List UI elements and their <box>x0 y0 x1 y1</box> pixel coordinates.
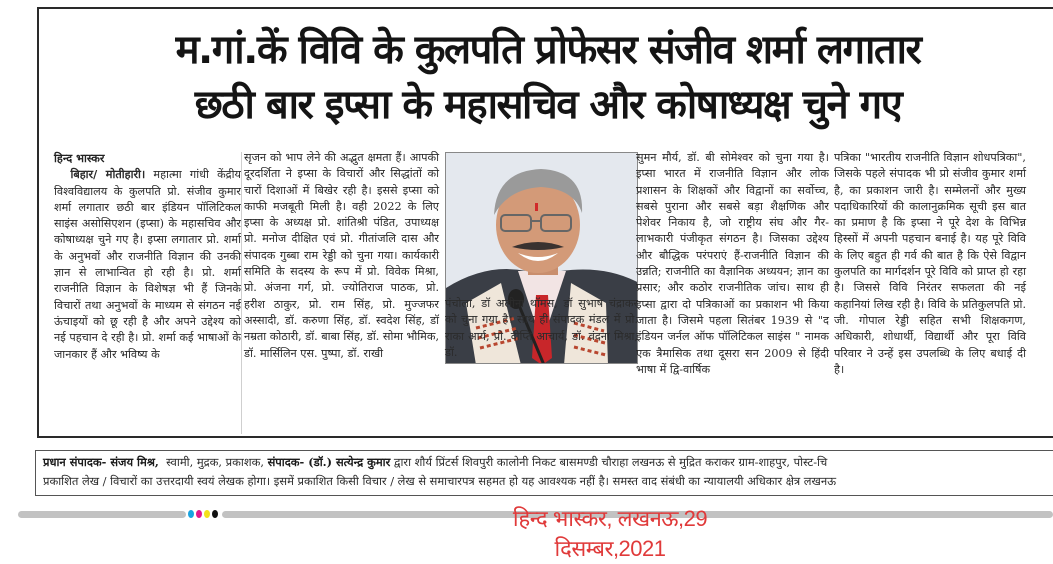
source-caption <box>480 504 740 564</box>
article-column-3 <box>445 296 638 361</box>
headline <box>39 23 1053 133</box>
column-5-body: पत्रिका "भारतीय राजनीति विज्ञान शोधपत्रिका", जिसके पहले संपादक भी प्रो संजीव कुमार शर्मा है, का प्रकाशन जारी है। सम्मेलनों और मुख्य पदाधिकारियों की कालानुक्रमिक सूची इस बात का प्रमाण है कि इप्सा ने पूरे देश के विभिन्न हिस्सों में अपनी पहचान बनाई है। यह पूरे विवि के लिए बहुत ही गर्व की बात है कि ऐसे विद्वान कुलपति का मार्गदर्शन पूरे विवि को प्राप्त हो रहा है। जिससे विवि निरंतर सफलता की नई कहानियां लिख रही है। विवि के प्रतिकुलपति प्रो. जी. गोपाल रेड्डी सहित सभी शिक्षकगण, अधिकारी, शोधार्थी, विद्यार्थी और पूरा विवि परिवार ने उन्हें इस उपलब्धि के लिए बधाई दी है। <box>834 151 1026 376</box>
yellow-dot <box>204 510 210 518</box>
black-dot <box>212 510 218 518</box>
magenta-dot <box>196 510 202 518</box>
news-article <box>37 7 1053 438</box>
article-column-1 <box>54 150 241 363</box>
caption-line-1: हिन्द भास्कर, लखनऊ,29 <box>512 506 708 531</box>
article-column-4 <box>636 150 829 378</box>
article-column-5 <box>834 150 1026 378</box>
owner-text: स्वामी, मुद्रक, प्रकाशक, <box>166 455 264 469</box>
headline-line-1: म.गां.कें विवि के कुलपति प्रोफेसर संजीव शर्मा लगातार <box>175 27 921 73</box>
cyan-dot <box>188 510 194 518</box>
imprint-line-2: प्रकाशित लेख / विचारों का उत्तरदायी स्वयं लेखक होगा। इसमें प्रकाशित किसी विचार / लेख से समाचारपत्र सहमत हो यह आवश्यक नहीं है। समस्त वाद संबंधी का न्यायालयी अधिकार क्षेत्र लखनऊ <box>43 474 837 488</box>
headline-line-2: छठी बार इप्सा के महासचिव और कोषाध्यक्ष चुने गए <box>194 82 902 128</box>
registration-marks <box>188 510 218 518</box>
source-byline: हिन्द भास्कर <box>54 151 105 165</box>
column-1-text <box>54 166 241 363</box>
imprint-line-1 <box>43 453 1053 472</box>
column-4-body: सुमन मौर्य, डॉ. बी सोमेश्वर को चुना गया है। इप्सा भारत में राजनीति विज्ञान और लोक प्रशासन के शिक्षकों और विद्वानों का सर्वोच्च, सबसे पुराना और सबसे बड़ा शैक्षणिक और पेशेवर निकाय है, जो राष्ट्रीय संघ और गैर-लाभकारी पंजीकृत संगठन है। जिसका उद्देश्य और बौद्धिक परंपराएं हैं-राजनीति विज्ञान की उन्नति; राजनीति का वैज्ञानिक अध्ययन; ज्ञान का प्रसार; और कठोर राजनीतिक जांच। साथ ही इप्सा द्वारा दो पत्रिकाओं का प्रकाशन भी किया जाता है। जिसमे पहला सितंबर 1939 से "द इंडियन जर्नल ऑफ पॉलिटिकल साइंस " नामक एक त्रैमासिक तथा दूसरा सन 2009 से हिंदी भाषा में द्वि-वार्षिक <box>636 151 829 376</box>
editor: संपादक- (डॉ.) सत्येन्द्र कुमार <box>267 455 391 469</box>
printer-address: द्वारा शौर्य प्रिंटर्स शिवपुरी कालोनी निकट बासमण्डी चौराहा लखनऊ से मुद्रित कराकर ग्राम-शाहपुर, पोस्ट-चि <box>393 455 828 469</box>
column-divider <box>241 152 242 434</box>
column-3-body: पंचोला, डॉ अलीना थॉमस, डॉ सुभाष चंद्राकर को चुना गया है। साथ ही संपादक मंडल में प्रो. राका आर्य, प्रो. दीप्ति आचार्य, डॉ. वंदना मिश्रा, डॉ. <box>445 297 638 359</box>
article-column-2 <box>244 150 439 362</box>
column-2-body: सृजन को भाप लेने की अद्भुत क्षमता हैं। आपकी दूरदर्शिता ने इप्सा के विचारों और सिद्धांतों को चारों दिशाओं में बिखेर रही है। इससे इप्सा को काफी मजबूती मिली है। वही 2022 के लिए इप्सा के अध्यक्ष प्रो. शांतिश्री पंडित, उपाध्यक्ष प्रो. मनोज दीक्षित एवं प्रो. गीतांजलि दास और संपादक गुब्बा राम रेड्डी को चुना गया। कार्यकारी समिति के सदस्य के रूप में प्रो. विवेक मिश्रा, प्रो. अंजना गर्ग, प्रो. ज्योतिराज पाठक, प्रो. हरीश ठाकुर, प्रो. राम सिंह, प्रो. मुज्जफर अस्सादी, डॉ. करुणा सिंह, डॉ. स्वदेश सिंह, डॉ नम्रता कोठारी, डॉ. बाबा सिंह, डॉ. सोमा भौमिक, डॉ. मार्सिलिन एस. पुष्पा, डॉ. राखी <box>244 151 439 360</box>
publisher-imprint <box>35 450 1053 496</box>
dateline: बिहार/ मोतीहारी। <box>70 167 146 182</box>
caption-line-2: दिसम्बर,2021 <box>554 536 666 561</box>
print-bar-left <box>18 511 186 518</box>
chief-editor: प्रधान संपादक- संजय मिश्र, <box>43 455 159 469</box>
column-1-body: महात्मा गांधी केंद्रीय विश्वविद्यालय के कुलपति प्रो. संजीव कुमार शर्मा लगातार छठी बार इंडियन पॉलिटिकल साइंस असोसिएशन (इप्सा) के महासचिव और कोषाध्यक्ष चुने गए है। इप्सा लगातार प्रो. शर्मा के अनुभवों और राजनीति विज्ञान की उनकी ज्ञान से लाभान्वित हो रही है। प्रो. शर्मा राजनीति विज्ञान के विशेषज्ञ भी हैं जिनके विचारों तथा अनुभवों के माध्यम से संगठन नई ऊंचाइयों को छू रही है और अपने उद्देश्य को नई पहचान दे रही है। प्रो. शर्मा कई भाषाओं के जानकार हैं और भविष्य के <box>54 168 241 361</box>
